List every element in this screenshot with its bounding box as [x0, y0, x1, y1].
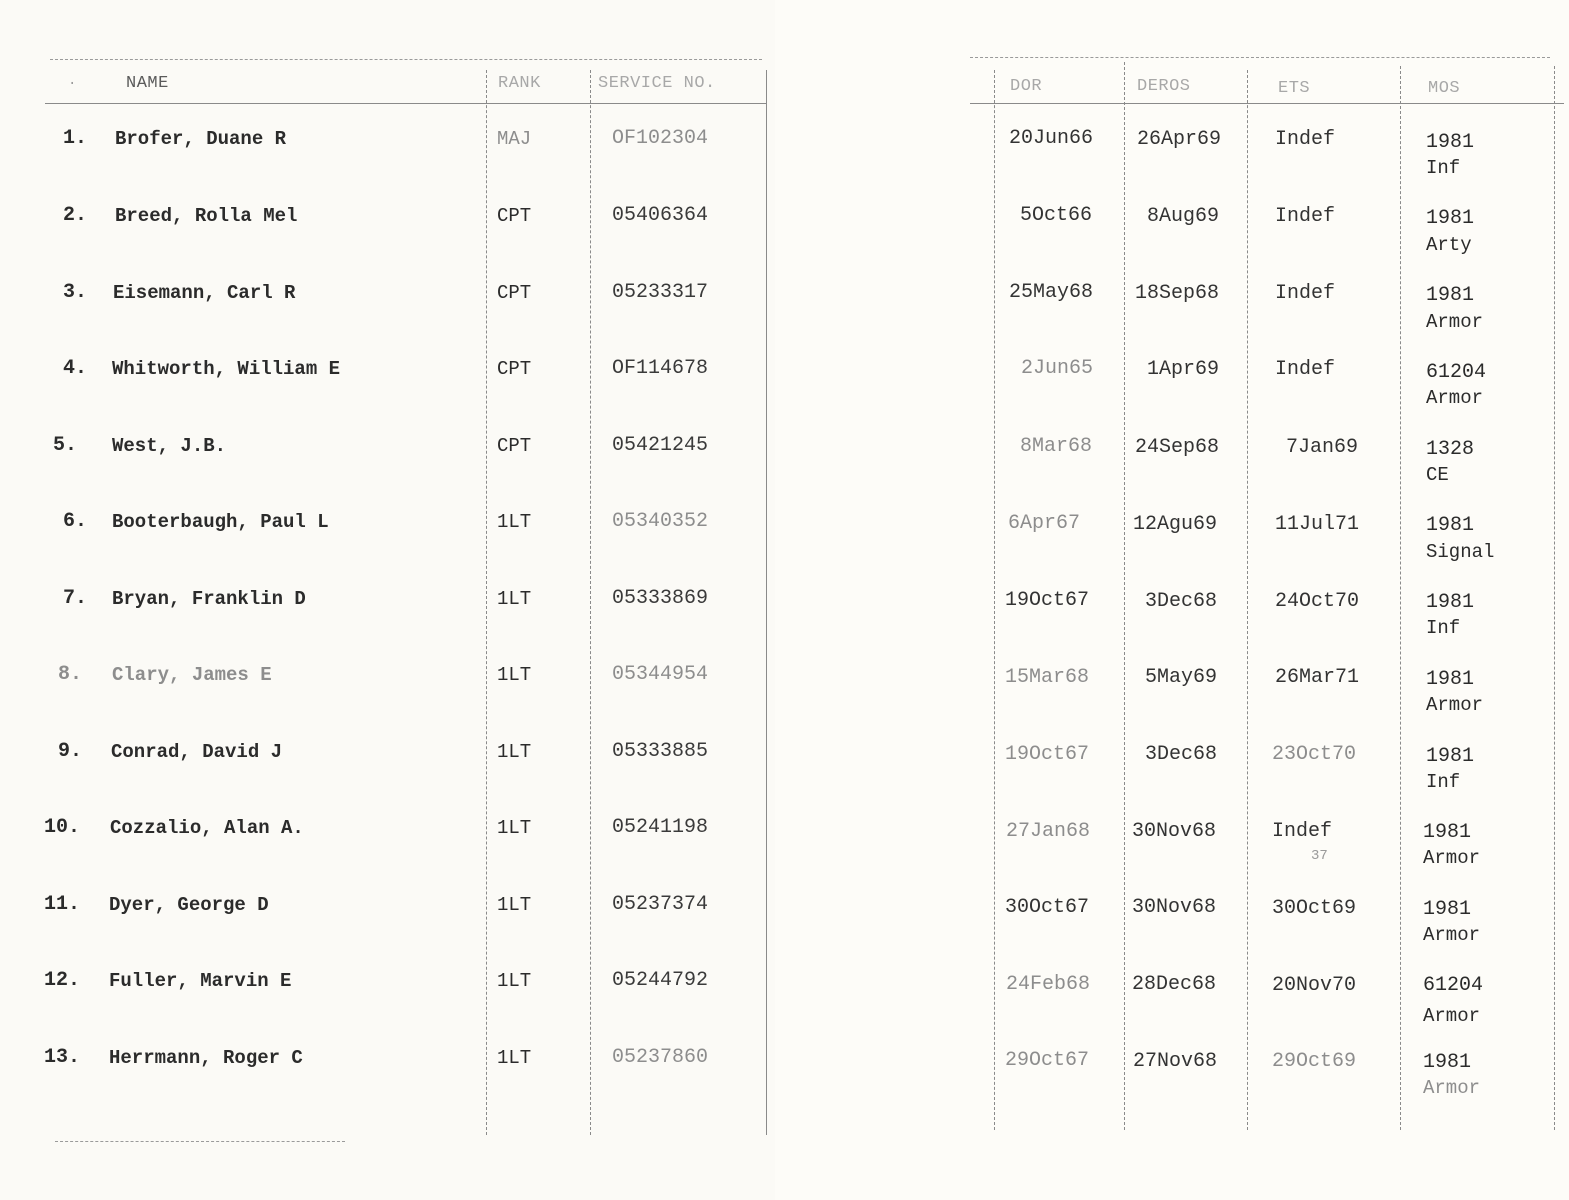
row-mos-branch: Armor [1423, 847, 1481, 869]
row-service-no: OF114678 [612, 357, 709, 380]
row-deros: 3Dec68 [1145, 590, 1218, 613]
row-name: Herrmann, Roger C [109, 1047, 303, 1069]
row-deros: 12Agu69 [1133, 513, 1218, 536]
roster-left-page [0, 0, 775, 1200]
row-rank: 1LT [497, 588, 532, 610]
row-mos-code: 1981 [1426, 745, 1475, 768]
row-ets: 26Mar71 [1275, 666, 1360, 689]
row-name: Conrad, David J [111, 741, 283, 763]
header-ets: ETS [1278, 79, 1311, 98]
row-service-no: 05241198 [612, 816, 709, 839]
row-service-no: 05406364 [612, 204, 709, 227]
row-deros: 3Dec68 [1145, 743, 1218, 766]
row-mos-branch: Armor [1423, 924, 1481, 946]
row-dor: 25May68 [1009, 281, 1094, 304]
header-dot: · [68, 76, 77, 92]
row-name: Cozzalio, Alan A. [110, 817, 304, 839]
right-header-bottom-rule [970, 103, 1564, 104]
header-service-no: SERVICE NO. [598, 74, 716, 93]
right-edge-rule [1554, 66, 1555, 1130]
row-rank: CPT [497, 358, 532, 380]
row-dor: 20Jun66 [1009, 127, 1094, 150]
row-mos-branch: Armor [1423, 1005, 1481, 1027]
row-rank: CPT [497, 435, 532, 457]
row-number: 8. [57, 663, 82, 686]
row-rank: CPT [497, 205, 532, 227]
row-service-no: 05340352 [612, 510, 709, 533]
row-dor: 15Mar68 [1005, 666, 1090, 689]
bottom-rule [55, 1141, 345, 1142]
row-number: 7. [62, 587, 87, 610]
row-ets: 7Jan69 [1286, 436, 1359, 459]
row-deros: 24Sep68 [1135, 436, 1220, 459]
row-ets: 11Jul71 [1275, 513, 1360, 536]
row-ets: 23Oct70 [1272, 743, 1357, 766]
row-mos-code: 1981 [1426, 131, 1475, 154]
row-dor: 5Oct66 [1020, 204, 1093, 227]
row-deros: 26Apr69 [1137, 128, 1222, 151]
row-mos-branch: Inf [1426, 617, 1461, 639]
row-name: Breed, Rolla Mel [115, 205, 298, 227]
row-deros: 5May69 [1145, 666, 1218, 689]
row-mos-branch: Inf [1426, 771, 1461, 793]
row-mos-branch: Armor [1426, 694, 1484, 716]
row-number: 1. [62, 127, 87, 150]
ets-col-rule [1247, 70, 1248, 1130]
header-dor: DOR [1010, 77, 1043, 96]
row-ets: Indef [1275, 358, 1336, 381]
row-mos-code: 61204 [1423, 974, 1484, 997]
roster-right-page [775, 0, 1569, 1200]
row-name: Booterbaugh, Paul L [112, 511, 329, 533]
row-deros: 28Dec68 [1132, 973, 1217, 996]
mos-col-rule [1400, 66, 1401, 1130]
row-rank: 1LT [497, 1047, 532, 1069]
row-number: 13. [43, 1046, 80, 1069]
header-rank: RANK [498, 74, 541, 93]
row-number: 9. [57, 740, 82, 763]
row-rank: 1LT [497, 817, 532, 839]
row-service-no: 05233317 [612, 281, 709, 304]
row-deros: 30Nov68 [1132, 820, 1217, 843]
row-deros: 8Aug69 [1147, 205, 1220, 228]
row-mos-branch: Arty [1426, 234, 1472, 256]
header-top-rule [50, 59, 762, 60]
row-number: 2. [62, 204, 87, 227]
row-dor: 24Feb68 [1006, 973, 1091, 996]
row-ets: Indef [1275, 282, 1336, 305]
row-number: 6. [62, 510, 87, 533]
row-mos-code: 1981 [1423, 1051, 1472, 1074]
row-deros: 27Nov68 [1133, 1050, 1218, 1073]
row-dor: 19Oct67 [1005, 743, 1090, 766]
row-mos-branch: Armor [1426, 311, 1484, 333]
row-rank: 1LT [497, 894, 532, 916]
row-rank: MAJ [497, 128, 532, 150]
row-number: 12. [43, 969, 80, 992]
row-rank: 1LT [497, 664, 532, 686]
row-mos-code: 1981 [1426, 514, 1475, 537]
row-dor: 29Oct67 [1005, 1049, 1090, 1072]
row-number: 5. [52, 434, 77, 457]
row-service-no: 05421245 [612, 434, 709, 457]
row-mos-branch: Signal [1426, 541, 1495, 563]
row-service-no: 05244792 [612, 969, 709, 992]
row-mos-code: 1981 [1423, 821, 1472, 844]
row-rank: 1LT [497, 970, 532, 992]
ets-stray-mark: 37 [1311, 848, 1328, 864]
row-service-no: 05237374 [612, 893, 709, 916]
row-ets: 20Nov70 [1272, 974, 1357, 997]
row-mos-branch: Armor [1423, 1077, 1481, 1099]
row-rank: 1LT [497, 741, 532, 763]
row-deros: 18Sep68 [1135, 282, 1220, 305]
row-name: Eisemann, Carl R [113, 282, 296, 304]
row-ets: Indef [1275, 128, 1336, 151]
row-name: Brofer, Duane R [115, 128, 287, 150]
row-mos-code: 1981 [1426, 668, 1475, 691]
row-mos-code: 1328 [1426, 438, 1475, 461]
row-dor: 2Jun65 [1021, 357, 1094, 380]
row-mos-branch: Armor [1426, 387, 1484, 409]
row-ets: 29Oct69 [1272, 1050, 1357, 1073]
row-rank: CPT [497, 282, 532, 304]
row-service-no: 05333869 [612, 587, 709, 610]
row-dor: 6Apr67 [1008, 512, 1081, 535]
row-dor: 19Oct67 [1005, 589, 1090, 612]
row-mos-code: 1981 [1423, 898, 1472, 921]
row-dor: 8Mar68 [1020, 435, 1093, 458]
row-mos-code: 1981 [1426, 284, 1475, 307]
row-service-no: OF102304 [612, 127, 709, 150]
row-mos-code: 1981 [1426, 207, 1475, 230]
row-service-no: 05344954 [612, 663, 709, 686]
row-rank: 1LT [497, 511, 532, 533]
dor-col-rule [994, 70, 995, 1130]
deros-col-rule [1124, 62, 1125, 1130]
row-mos-branch: Inf [1426, 157, 1461, 179]
row-ets: Indef [1275, 205, 1336, 228]
row-deros: 30Nov68 [1132, 896, 1217, 919]
row-dor: 30Oct67 [1005, 896, 1090, 919]
row-name: Fuller, Marvin E [109, 970, 292, 992]
row-deros: 1Apr69 [1147, 358, 1220, 381]
row-name: Whitworth, William E [112, 358, 341, 380]
row-name: Clary, James E [112, 664, 272, 686]
right-header-top-rule [970, 57, 1550, 58]
service-col-rule [590, 70, 591, 1135]
row-mos-code: 1981 [1426, 591, 1475, 614]
row-ets: 30Oct69 [1272, 897, 1357, 920]
row-number: 3. [62, 281, 87, 304]
row-ets: Indef [1272, 820, 1333, 843]
rank-col-rule [486, 70, 487, 1135]
header-bottom-rule [45, 103, 767, 104]
row-mos-code: 61204 [1426, 361, 1487, 384]
header-deros: DEROS [1137, 77, 1191, 96]
row-name: Bryan, Franklin D [112, 588, 306, 610]
row-dor: 27Jan68 [1006, 820, 1091, 843]
left-edge-rule [766, 70, 767, 1135]
row-mos-branch: CE [1426, 464, 1449, 486]
header-mos: MOS [1428, 79, 1461, 98]
row-service-no: 05333885 [612, 740, 709, 763]
row-service-no: 05237860 [612, 1046, 709, 1069]
row-number: 10. [43, 816, 80, 839]
row-ets: 24Oct70 [1275, 590, 1360, 613]
header-name: NAME [126, 74, 169, 93]
row-number: 4. [62, 357, 87, 380]
row-number: 11. [43, 893, 80, 916]
row-name: West, J.B. [112, 435, 227, 457]
row-name: Dyer, George D [109, 894, 269, 916]
